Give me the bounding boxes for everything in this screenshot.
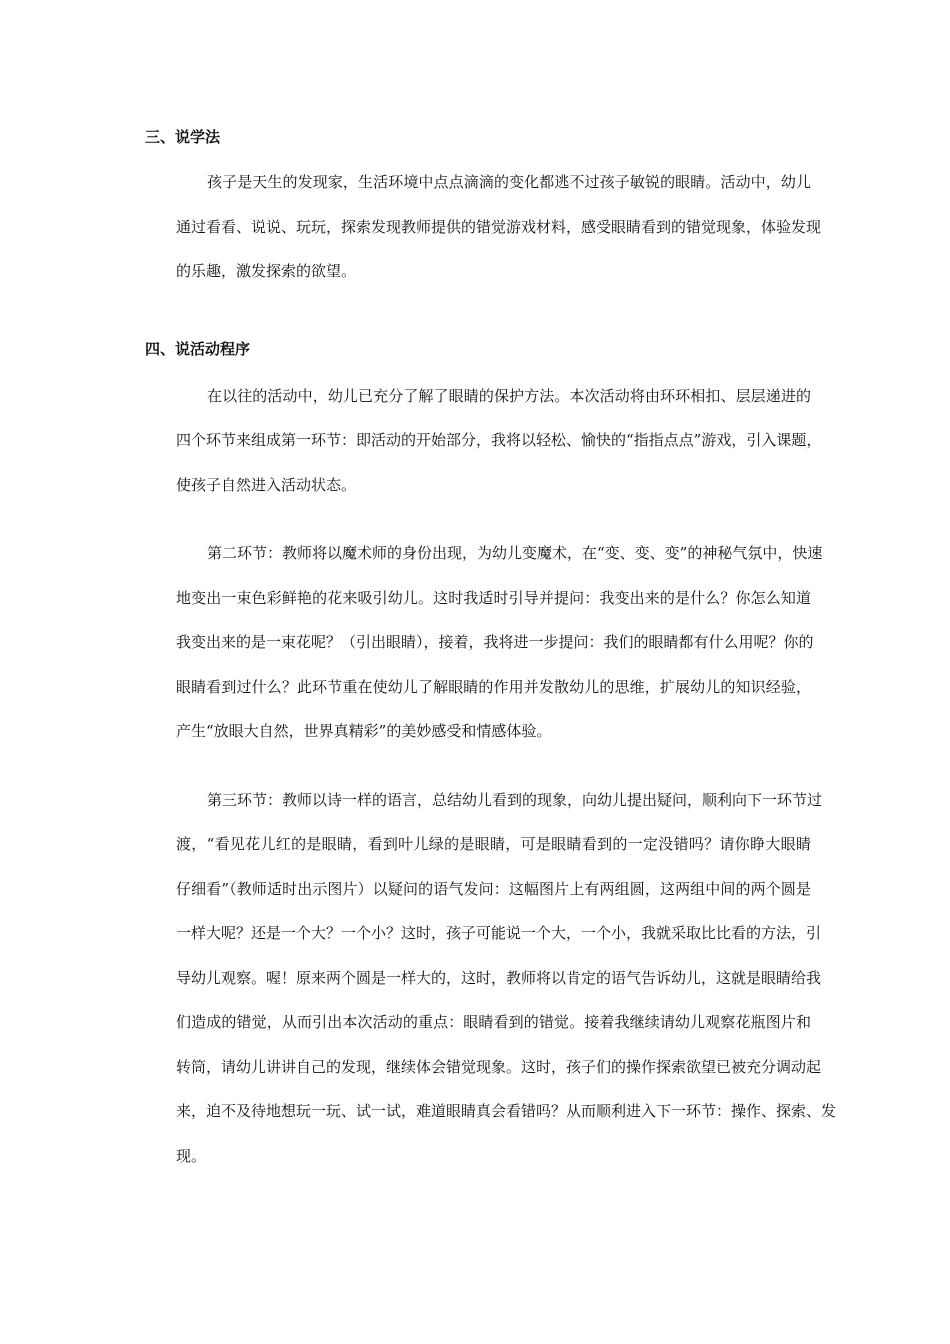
text-line: 转筒，请幼儿讲讲自己的发现，继续体会错觉现象。这时，孩子们的操作探索欲望已被充分调动起 (176, 1057, 822, 1076)
paragraph-second-stage (145, 531, 823, 754)
text-line: 仔细看”（教师适时出示图片）以疑问的语气发问：这幅图片上有两组圆，这两组中间的两个圆是 (176, 879, 811, 898)
text-line: 第三环节：教师以诗一样的语言，总结幼儿看到的现象，向幼儿提出疑问，顺利向下一环节过 (207, 790, 823, 809)
text-line: 第二环节：教师将以魔术师的身份出现，为幼儿变魔术，在“变、变、变”的神秘气氛中，快速 (207, 544, 823, 562)
text-line: 的乐趣，激发探索的欲望。 (176, 262, 357, 280)
text-line: 一样大呢？还是一个大？一个小？这时，孩子可能说一个大，一个小，我就采取比比看的方法，引 (176, 924, 822, 942)
text-line: 在以往的活动中，幼儿已充分了解了眼睛的保护方法。本次活动将由环环相扣、层层递进的 (207, 386, 811, 405)
text-line: 渡，“看见花儿红的是眼睛，看到叶儿绿的是眼睛，可是眼睛看到的一定没错吗？请你睁大眼睛 (176, 835, 811, 853)
document-body (145, 122, 837, 1178)
paragraph-procedure-intro (145, 374, 822, 508)
text-line: 来，迫不及待地想玩一玩、试一试，难道眼睛真会看错吗？从而顺利进入下一环节：操作、探索、发 (176, 1102, 837, 1120)
text-line: 地变出一束色彩鲜艳的花来吸引幼儿。这时我适时引导并提问：我变出来的是什么？你怎么知道 (176, 588, 811, 607)
text-line: 我变出来的是一束花呢？（引出眼睛），接着，我将进一步提问：我们的眼睛都有什么用呢？你的 (176, 633, 814, 651)
text-line: 导幼儿观察。喔！原来两个圆是一样大的，这时，教师将以肯定的语气告诉幼儿，这就是眼睛给我 (176, 968, 822, 987)
text-line: 产生“放眼大自然，世界真精彩”的美妙感受和情感体验。 (176, 722, 552, 740)
text-line: 们造成的错觉，从而引出本次活动的重点：眼睛看到的错觉。接着我继续请幼儿观察花瓶图片和 (176, 1013, 811, 1031)
section-heading-learning-method: 三、说学法 (145, 128, 221, 146)
text-line: 眼睛看到过什么？此环节重在使幼儿了解眼睛的作用并发散幼儿的思维，扩展幼儿的知识经验， (176, 677, 811, 696)
paragraph-learning-method (145, 160, 822, 294)
text-line: 现。 (176, 1146, 207, 1165)
section-heading-activity-procedure: 四、说活动程序 (145, 339, 251, 358)
paragraph-third-stage (145, 778, 837, 1179)
text-line: 孩子是天生的发现家，生活环境中点点滴滴的变化都逃不过孩子敏锐的眼睛。活动中，幼儿 (207, 173, 811, 191)
text-line: 四个环节来组成第一环节：即活动的开始部分，我将以轻松、愉快的“指指点点”游戏，引入课题， (176, 431, 822, 449)
text-line: 通过看看、说说、玩玩，探索发现教师提供的错觉游戏材料，感受眼睛看到的错觉现象，体验发现 (176, 217, 822, 236)
text-line: 使孩子自然进入活动状态。 (176, 475, 357, 494)
